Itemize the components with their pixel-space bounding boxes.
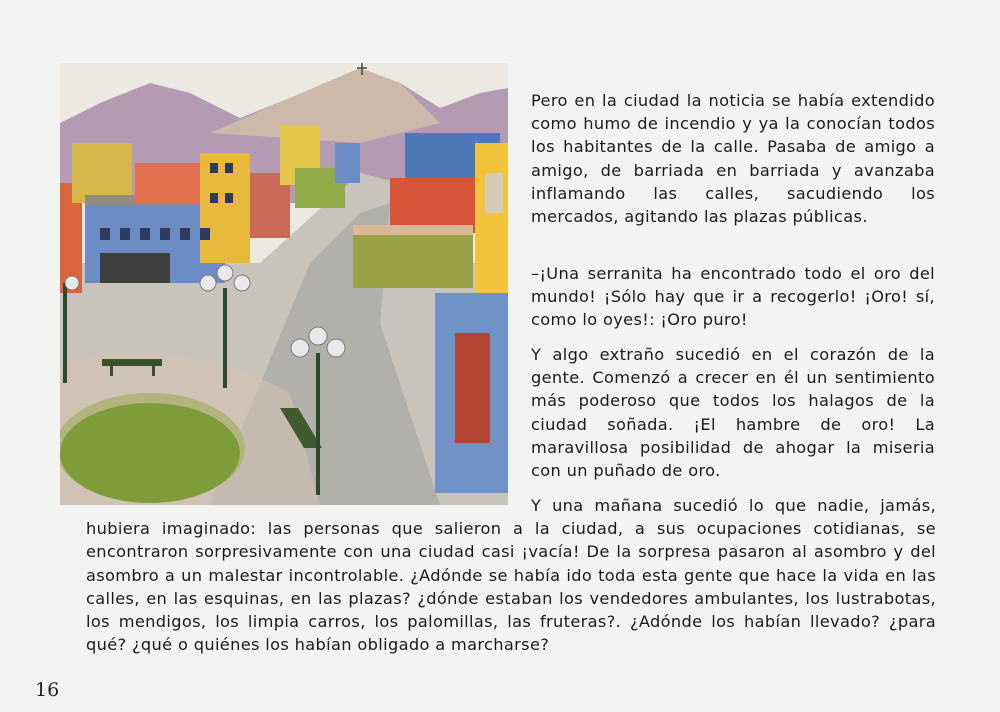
paragraph-gold-hunger: Y algo extraño sucedió en el corazón de la gente. Comenzó a crecer en él un sentimiento más poderoso que todos los halagos de la ciudad soñada. ¡El hambre de oro! La maravillosa posibilidad de ahogar la miseria con un puñado de oro. bbox=[531, 345, 935, 481]
city-street-illustration bbox=[60, 63, 508, 505]
paragraph-news-spread: Pero en la ciudad la noticia se había extendido como humo de incendio y ya la conocían todos los habitantes de la calle. Pasaba de amigo a amigo, de barriada en barriada y avanzaba inflamando las calles, sacudiendo los mercados, agitando las plazas públicas. bbox=[531, 91, 935, 227]
page-number: 16 bbox=[35, 679, 60, 701]
paragraph-empty-city: Y una mañana sucedió lo que nadie, jamás, hubiera imaginado: las personas que salieron a la ciudad, a sus ocupaciones cotidianas, se encontraron sorpresivamente con una ciudad casi ¡vacía! De la sorpresa pasaron al asombro y del asombro a un malestar incontrolable. ¿Adónde se había ido toda esta gente que hace la vida en las calles, en las esquinas, en las plazas? ¿dónde estaban los vendedores ambulantes, los lustrabotas, los mendigos, los limpia carros, los palomillas, las fruteras?. ¿Adónde los habían llevado? ¿para qué? ¿qué o quiénes los habían obligado a marcharse? bbox=[86, 496, 936, 655]
paragraph-gold-shout: –¡Una serranita ha encontrado todo el oro del mundo! ¡Sólo hay que ir a recogerlo! ¡Oro! sí, como lo oyes!: ¡Oro puro! bbox=[531, 264, 935, 330]
city-drawing bbox=[60, 63, 508, 505]
